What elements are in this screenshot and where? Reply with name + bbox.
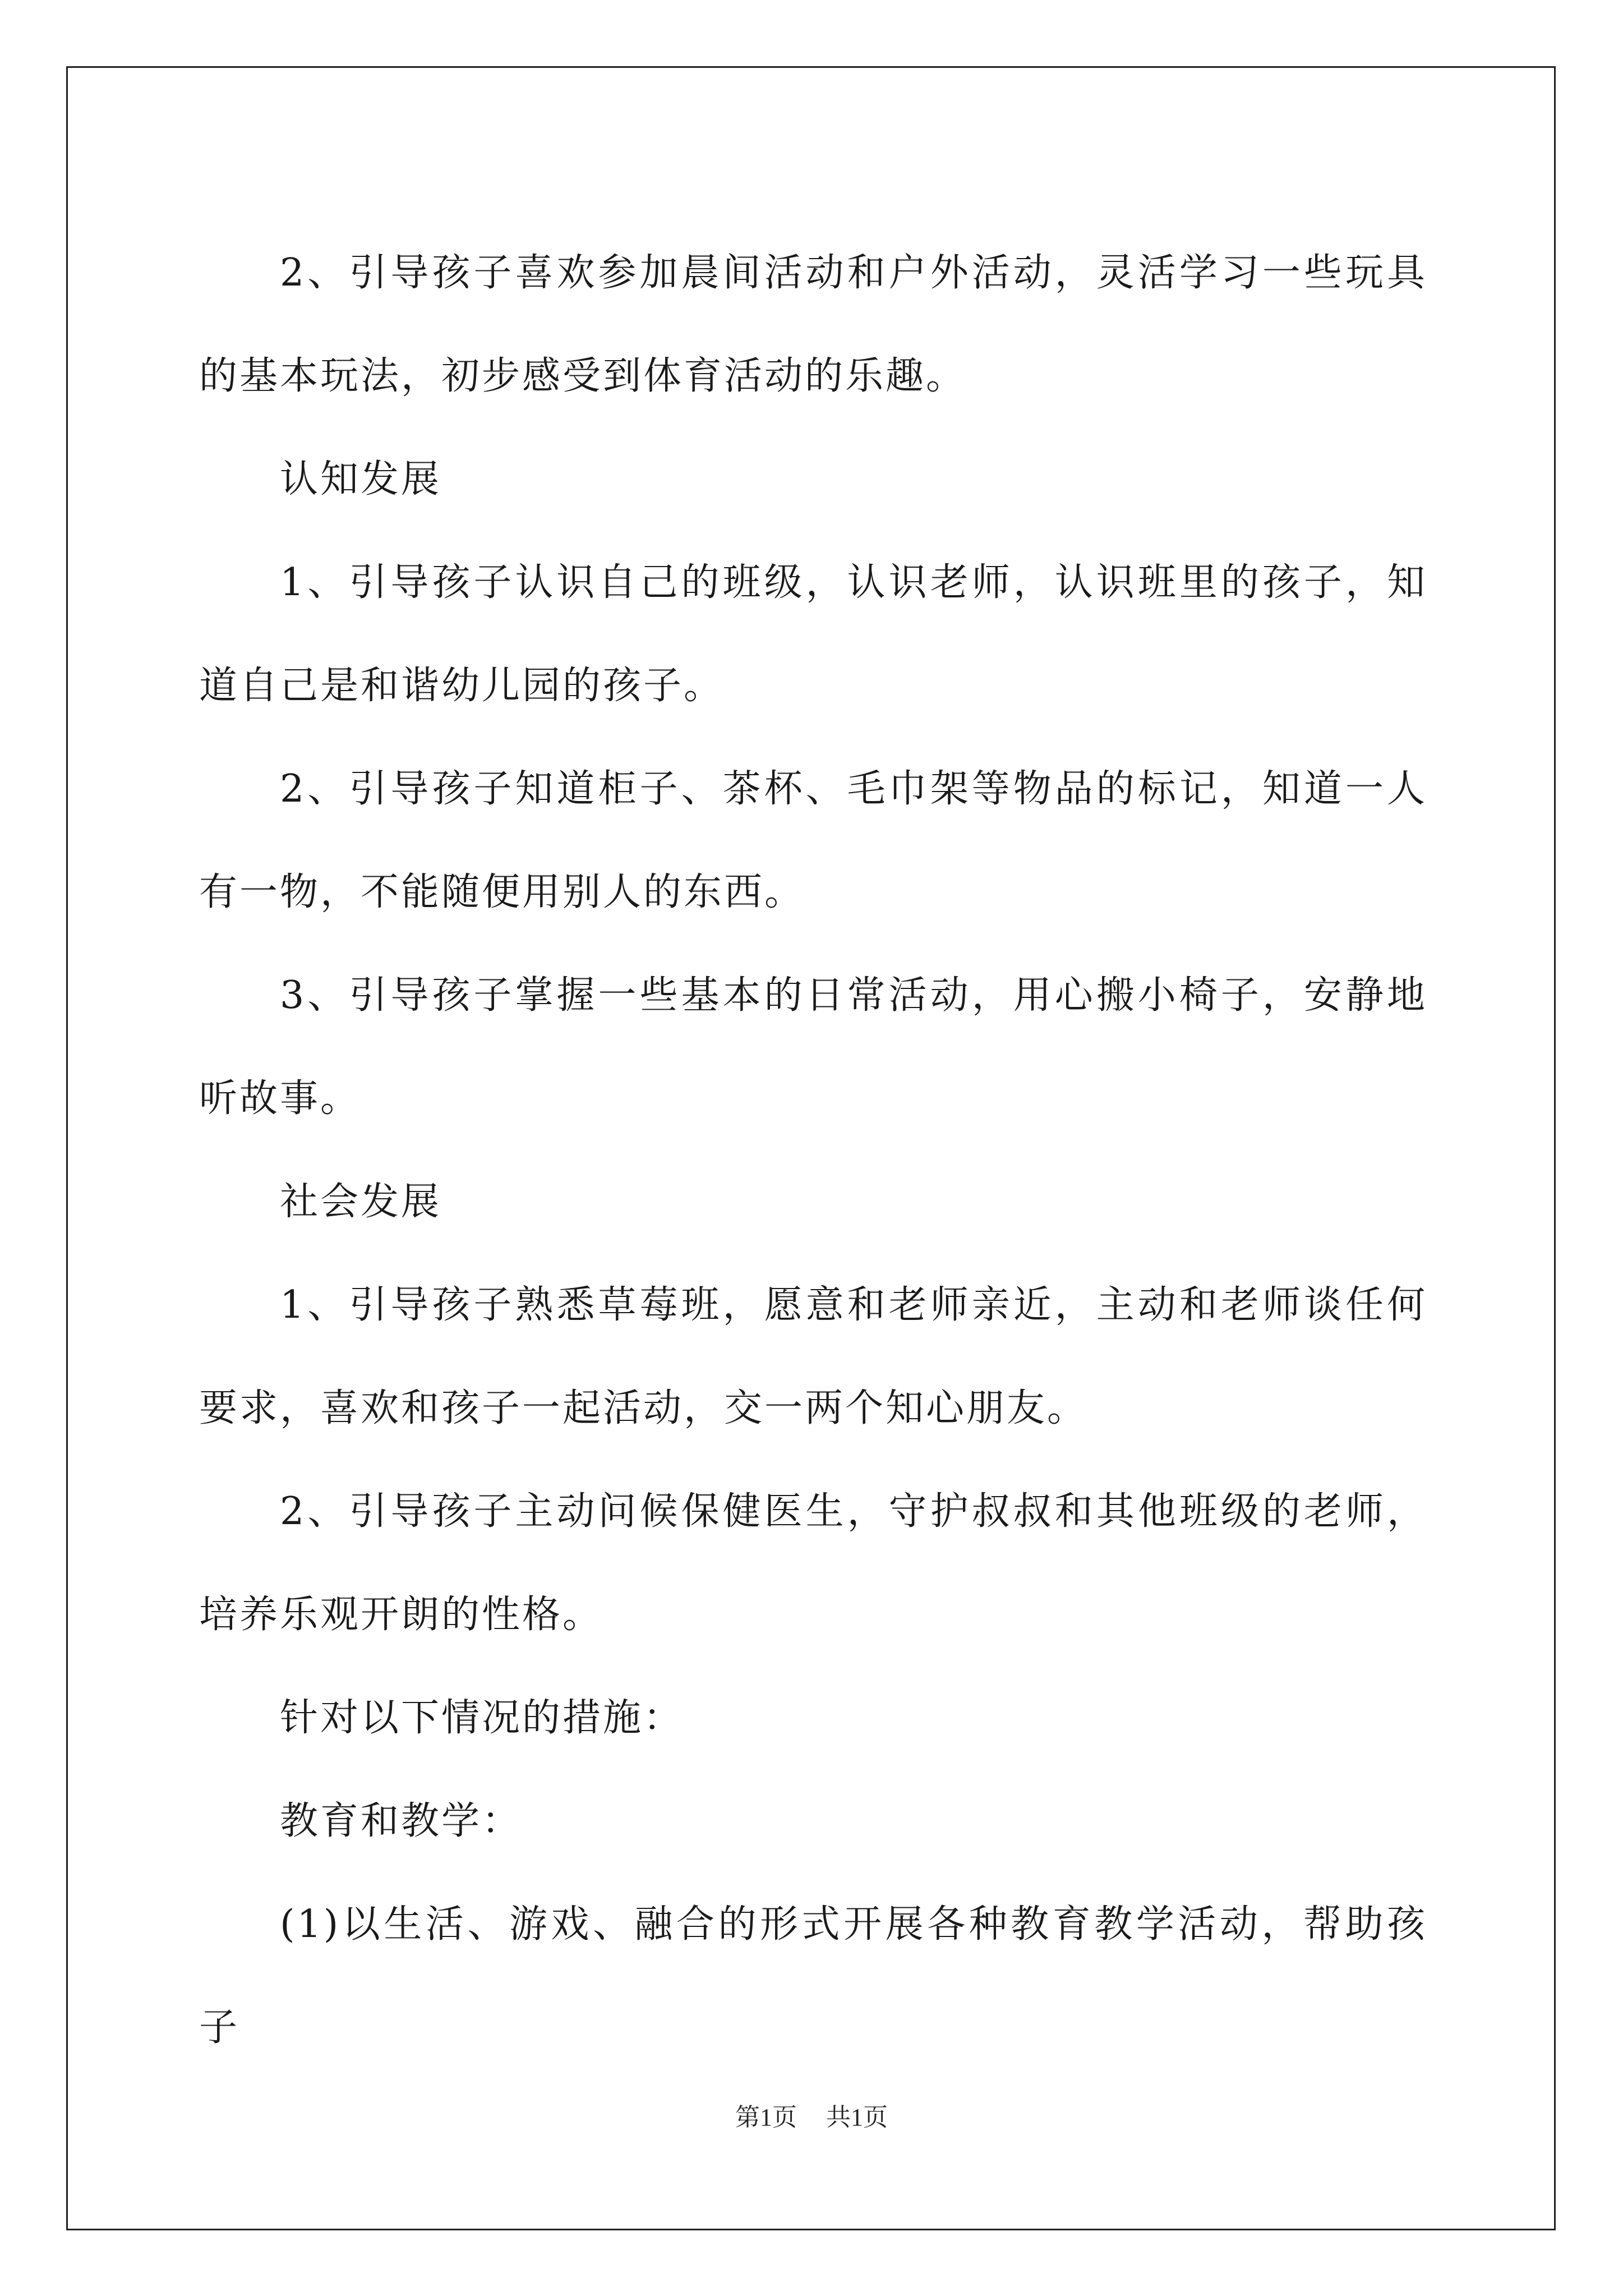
- paragraph-social-2: 2、引导孩子主动问候保健医生，守护叔叔和其他班级的老师，培养乐观开朗的性格。: [199, 1489, 1427, 1637]
- paragraph-cognitive-2: 2、引导孩子知道柜子、茶杯、毛巾架等物品的标记，知道一人有一物，不能随便用别人的东西。: [199, 767, 1427, 914]
- heading-social-development: 社会发展: [280, 1180, 442, 1224]
- page-number-total: 共1页: [826, 2104, 888, 2131]
- paragraph-cognitive-1: 1、引导孩子认识自己的班级，认识老师，认识班里的孩子，知道自己是和谐幼儿园的孩子。: [199, 560, 1427, 708]
- paragraph-social-1: 1、引导孩子熟悉草莓班，愿意和老师亲近，主动和老师谈任何要求，喜欢和孩子一起活动，交一两个知心朋友。: [199, 1283, 1427, 1430]
- page-number-current: 第1页: [735, 2104, 797, 2131]
- page-footer: [0, 2097, 1623, 2133]
- heading-measures: 针对以下情况的措施：: [280, 1696, 684, 1740]
- paragraph-cognitive-3: 3、引导孩子掌握一些基本的日常活动，用心搬小椅子，安静地听故事。: [199, 973, 1427, 1121]
- paragraph-activity-2: 2、引导孩子喜欢参加晨间活动和户外活动，灵活学习一些玩具的基本玩法，初步感受到体育活动的乐趣。: [199, 251, 1427, 398]
- heading-education-teaching: 教育和教学：: [280, 1799, 523, 1843]
- document-body: [199, 222, 1427, 2079]
- heading-cognitive-development: 认知发展: [280, 457, 442, 501]
- paragraph-education-1: (1)以生活、游戏、融合的形式开展各种教育教学活动，帮助孩子: [199, 1902, 1427, 2050]
